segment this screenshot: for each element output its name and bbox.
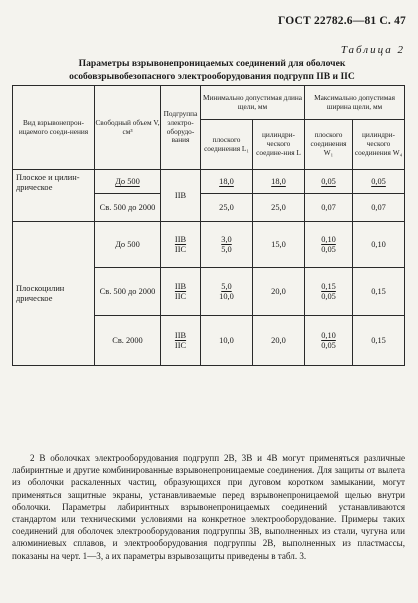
col-subgroup-header: Подгруппа электро-оборудо-вания — [161, 86, 201, 170]
cyl-width-cell: 0,15 — [353, 268, 405, 316]
cyl-width-cell: 0,07 — [353, 194, 405, 222]
flat-length-cell: 10,0 — [201, 316, 253, 366]
parameters-table — [12, 85, 405, 366]
volume-cell: Св. 2000 — [95, 316, 161, 366]
flat-width-cell: 0,05 — [321, 244, 336, 254]
flat-width-cell: 0,05 — [321, 340, 336, 350]
flat-length-cell: 18,0 — [201, 170, 253, 194]
caption-line-2: особовзрывобезопасного электрооборудования подгрупп IIB и IIC — [69, 70, 355, 82]
flat-width-cell: 0,05 — [321, 291, 336, 301]
type-flat-cyl-combined: Плоскоцилин дрическое — [13, 222, 95, 366]
col-volume-header: Свободный объем V, см³ — [95, 86, 161, 170]
flat-width-cell: 0,10 — [321, 234, 336, 244]
col-max-width-header: Максимально допустимая ширина щели, мм — [305, 86, 405, 120]
flat-length-cell: 3,0 — [221, 234, 232, 244]
page-header: ГОСТ 22782.6—81 С. 47 — [278, 15, 406, 27]
cyl-width-cell: 0,10 — [353, 222, 405, 268]
type-flat-cyl: Плоское и цилин-дрическое — [13, 170, 95, 222]
subgroup-cell: IIB — [174, 234, 187, 244]
volume-cell: Св. 500 до 2000 — [95, 194, 161, 222]
cyl-length-cell: 18,0 — [253, 170, 305, 194]
flat-width-cell: 0,05 — [305, 170, 353, 194]
volume-cell: До 500 — [95, 222, 161, 268]
table-label: Таблица 2 — [340, 44, 405, 56]
subgroup-cell: IIC — [174, 244, 187, 254]
cyl-length-cell: 20,0 — [253, 316, 305, 366]
flat-width-cell: 0,07 — [305, 194, 353, 222]
col-min-length-header: Минимально допустимая длина щели, мм — [201, 86, 305, 120]
subgroup-cell: IIB — [161, 170, 201, 222]
cyl-length-cell: 25,0 — [253, 194, 305, 222]
flat-length-cell: 5,0 — [221, 244, 232, 254]
caption-line-1: Параметры взрывонепроницаемых соединений для оболочек — [78, 58, 346, 69]
col-flat-length-header: плоского соединения L₁ — [201, 120, 253, 170]
cyl-length-cell: 15,0 — [253, 222, 305, 268]
volume-cell: Св. 500 до 2000 — [95, 268, 161, 316]
flat-length-cell: 25,0 — [201, 194, 253, 222]
col-cyl-width-header: цилиндри-ческого соединения W₄ — [353, 120, 405, 170]
subgroup-cell: IIB — [174, 281, 187, 291]
col-cyl-length-header: цилиндри-ческого соедине-ния L — [253, 120, 305, 170]
flat-width-cell: 0,15 — [321, 281, 336, 291]
table-caption — [40, 58, 384, 83]
note-paragraph: 2 В оболочках электрооборудования подгрупп 2В, 3В и 4В могут применяться различные лабиринтные и другие комбинированные взрывонепроницаемые соединения. Для защиты от вылета из оболочки раскаленных частиц, образующихся при дуговом коротком замыкании, могут применяться защитные экраны, устанавливаемые перед взрывонепроницаемой щелью внутри оболочки. Параметры лабиринтных взрывонепроницаемых соединений устанавливаются стандартом или техническими условиями на конкретное электрооборудование. Примеры таких соединений для оболочек электрооборудования подгруппы 3В, выполненных из стали, чугуна или алюминиевых сплавов, и электрооборудования подгруппы 2В, выполненных из пластмассы, показаны на черт. 1—3, а их параметры взрывозащиты приведены в табл. 3. — [12, 453, 405, 561]
col-type-header: Вид взрывонепрон-ицаемого соеди-нения — [13, 86, 95, 170]
subgroup-cell: IIB — [174, 330, 187, 340]
subgroup-cell: IIC — [174, 340, 187, 350]
volume-cell: До 500 — [95, 170, 161, 194]
flat-length-cell: 5,0 — [221, 281, 232, 291]
subgroup-cell: IIC — [174, 291, 187, 301]
cyl-width-cell: 0,15 — [353, 316, 405, 366]
flat-width-cell: 0,10 — [321, 330, 336, 340]
cyl-length-cell: 20,0 — [253, 268, 305, 316]
col-flat-width-header: плоского соединения W₁ — [305, 120, 353, 170]
cyl-width-cell: 0,05 — [353, 170, 405, 194]
flat-length-cell: 10,0 — [219, 291, 234, 301]
